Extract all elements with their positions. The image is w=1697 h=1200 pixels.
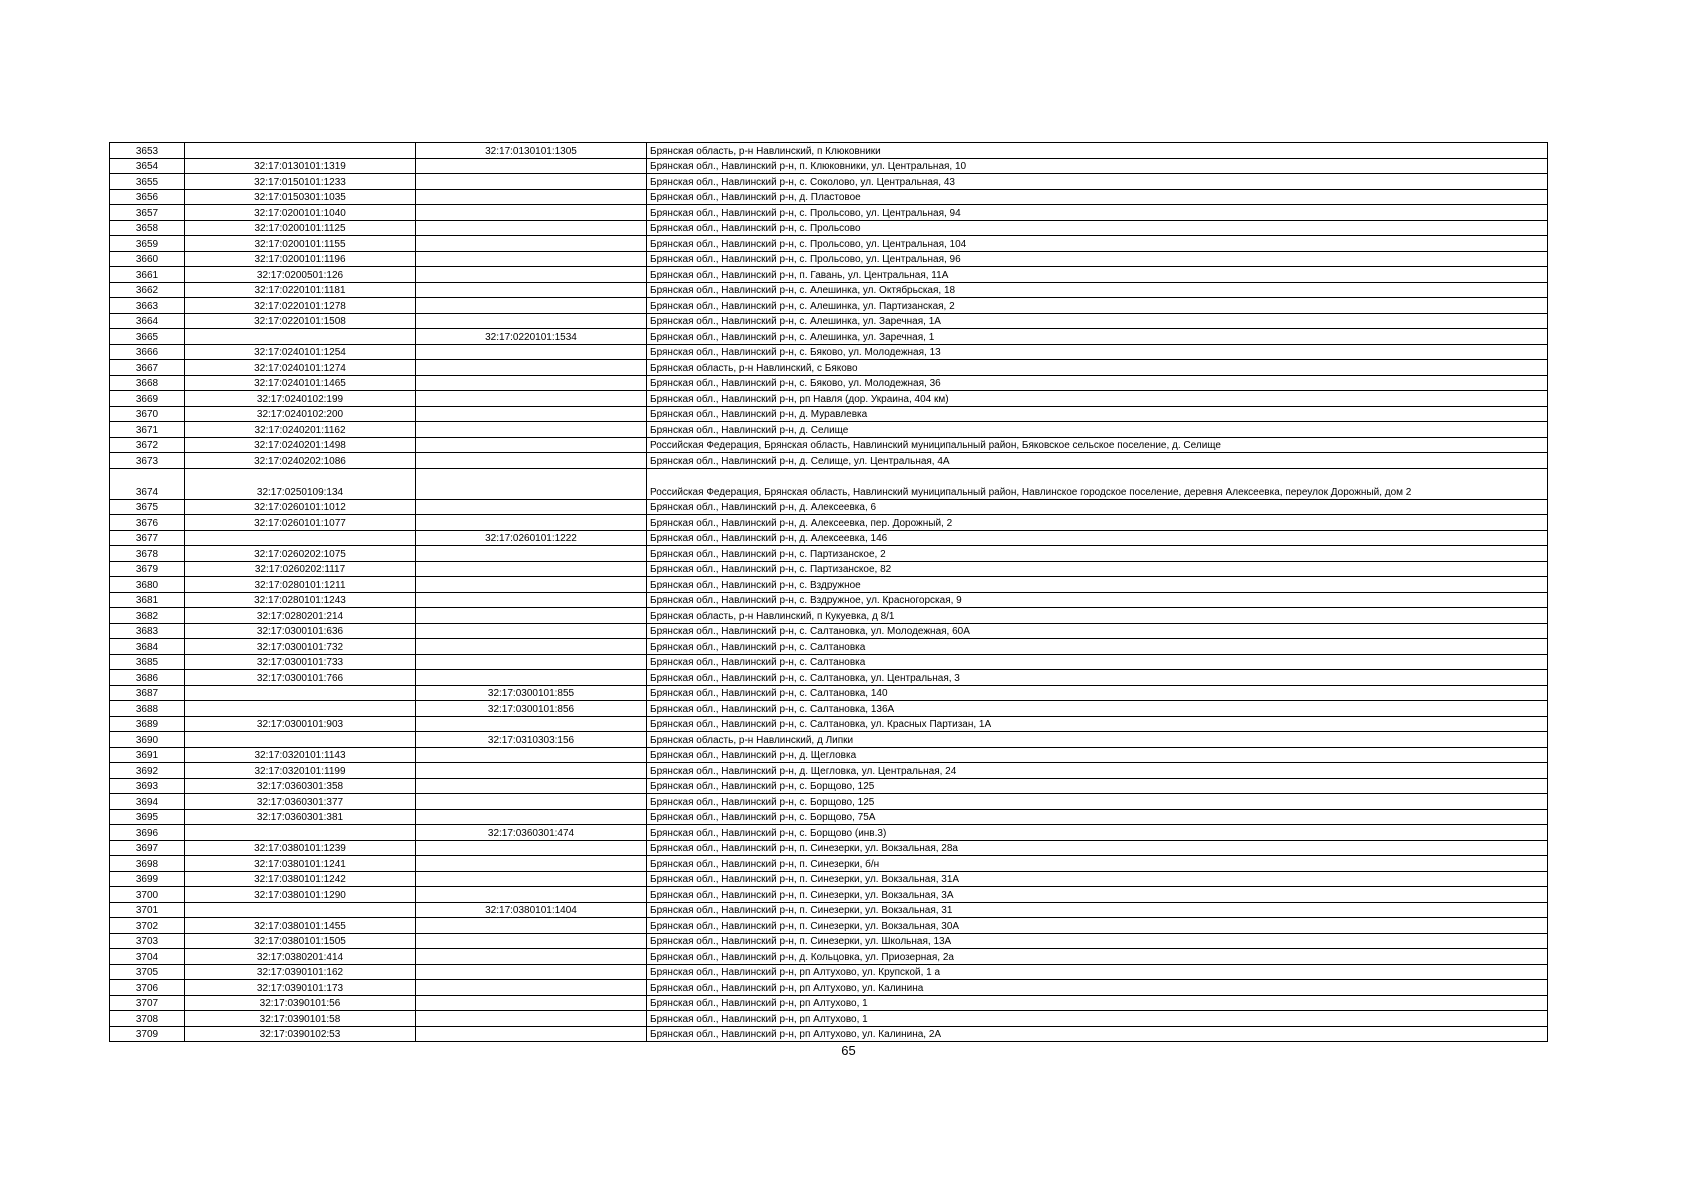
cadastral-number-alt-cell: 32:17:0260101:1222	[416, 530, 647, 546]
table-row	[110, 437, 1548, 453]
cadastral-number-alt-cell	[416, 375, 647, 391]
row-number-cell: 3689	[110, 716, 185, 732]
address-cell: Брянская обл., Навлинский р-н, д. Кольцовка, ул. Приозерная, 2а	[647, 949, 1548, 965]
address-cell: Брянская обл., Навлинский р-н, с. Партизанское, 2	[647, 546, 1548, 562]
row-number-cell: 3707	[110, 995, 185, 1011]
table-row	[110, 143, 1548, 159]
table-row	[110, 189, 1548, 205]
cadastral-number-alt-cell	[416, 406, 647, 422]
table-row	[110, 670, 1548, 686]
table-row	[110, 592, 1548, 608]
cadastral-number-alt-cell	[416, 995, 647, 1011]
cadastral-number-cell: 32:17:0200101:1155	[185, 236, 416, 252]
table-row	[110, 329, 1548, 345]
row-number-cell: 3668	[110, 375, 185, 391]
row-number-cell: 3669	[110, 391, 185, 407]
table-row	[110, 375, 1548, 391]
cadastral-number-cell: 32:17:0200501:126	[185, 267, 416, 283]
cadastral-number-alt-cell: 32:17:0360301:474	[416, 825, 647, 841]
address-cell: Брянская обл., Навлинский р-н, п. Синезерки, ул. Вокзальная, 31А	[647, 871, 1548, 887]
table-row	[110, 360, 1548, 376]
address-cell: Брянская обл., Навлинский р-н, п. Синезерки, ул. Вокзальная, 30А	[647, 918, 1548, 934]
row-number-cell: 3684	[110, 639, 185, 655]
cadastral-number-cell: 32:17:0260202:1075	[185, 546, 416, 562]
cadastral-number-alt-cell	[416, 220, 647, 236]
cadastral-number-alt-cell	[416, 918, 647, 934]
address-cell: Брянская обл., Навлинский р-н, с. Прольсово, ул. Центральная, 94	[647, 205, 1548, 221]
cadastral-number-alt-cell	[416, 236, 647, 252]
row-number-cell: 3706	[110, 980, 185, 996]
row-number-cell: 3671	[110, 422, 185, 438]
row-number-cell: 3675	[110, 499, 185, 515]
row-number-cell: 3677	[110, 530, 185, 546]
cadastral-number-alt-cell: 32:17:0300101:856	[416, 701, 647, 717]
row-number-cell: 3698	[110, 856, 185, 872]
cadastral-number-alt-cell	[416, 887, 647, 903]
row-number-cell: 3680	[110, 577, 185, 593]
table-row	[110, 685, 1548, 701]
cadastral-number-cell	[185, 143, 416, 159]
cadastral-number-alt-cell	[416, 794, 647, 810]
table-row	[110, 716, 1548, 732]
cadastral-number-alt-cell	[416, 499, 647, 515]
address-cell: Брянская обл., Навлинский р-н, д. Селище, ул. Центральная, 4А	[647, 453, 1548, 469]
address-cell: Брянская обл., Навлинский р-н, п. Синезерки, ул. Школьная, 13А	[647, 933, 1548, 949]
row-number-cell: 3660	[110, 251, 185, 267]
row-number-cell: 3667	[110, 360, 185, 376]
cadastral-number-alt-cell	[416, 468, 647, 499]
address-cell: Брянская обл., Навлинский р-н, рп Алтухово, ул. Калинина	[647, 980, 1548, 996]
cadastral-number-cell: 32:17:0150301:1035	[185, 189, 416, 205]
table-row	[110, 902, 1548, 918]
address-cell: Брянская область, р-н Навлинский, с Бяково	[647, 360, 1548, 376]
registry-table	[109, 142, 1548, 1042]
cadastral-number-alt-cell	[416, 964, 647, 980]
address-cell: Брянская обл., Навлинский р-н, с. Прольсово	[647, 220, 1548, 236]
cadastral-number-cell: 32:17:0300101:766	[185, 670, 416, 686]
table-row	[110, 515, 1548, 531]
cadastral-number-alt-cell	[416, 670, 647, 686]
address-cell: Брянская обл., Навлинский р-н, п. Клюковники, ул. Центральная, 10	[647, 158, 1548, 174]
cadastral-number-cell: 32:17:0320101:1199	[185, 763, 416, 779]
cadastral-number-cell: 32:17:0130101:1319	[185, 158, 416, 174]
table-row	[110, 856, 1548, 872]
cadastral-number-cell: 32:17:0360301:377	[185, 794, 416, 810]
table-row	[110, 251, 1548, 267]
row-number-cell: 3672	[110, 437, 185, 453]
address-cell: Российская Федерация, Брянская область, Навлинский муниципальный район, Бяковское сельское поселение, д. Селище	[647, 437, 1548, 453]
table-row	[110, 468, 1548, 499]
cadastral-number-alt-cell	[416, 561, 647, 577]
cadastral-number-cell: 32:17:0220101:1508	[185, 313, 416, 329]
row-number-cell: 3681	[110, 592, 185, 608]
cadastral-number-cell: 32:17:0360301:358	[185, 778, 416, 794]
cadastral-number-cell: 32:17:0240202:1086	[185, 453, 416, 469]
table-row	[110, 344, 1548, 360]
address-cell: Брянская обл., Навлинский р-н, с. Соколово, ул. Центральная, 43	[647, 174, 1548, 190]
address-cell: Брянская обл., Навлинский р-н, с. Вздружное, ул. Красногорская, 9	[647, 592, 1548, 608]
cadastral-number-cell: 32:17:0360301:381	[185, 809, 416, 825]
row-number-cell: 3678	[110, 546, 185, 562]
address-cell: Брянская обл., Навлинский р-н, д. Селище	[647, 422, 1548, 438]
row-number-cell: 3657	[110, 205, 185, 221]
table-row	[110, 809, 1548, 825]
row-number-cell: 3686	[110, 670, 185, 686]
table-row	[110, 933, 1548, 949]
table-row	[110, 887, 1548, 903]
row-number-cell: 3699	[110, 871, 185, 887]
address-cell: Брянская область, р-н Навлинский, п Клюковники	[647, 143, 1548, 159]
table-row	[110, 391, 1548, 407]
cadastral-number-alt-cell	[416, 763, 647, 779]
row-number-cell: 3670	[110, 406, 185, 422]
address-cell: Брянская обл., Навлинский р-н, с. Борщово, 75А	[647, 809, 1548, 825]
table-row	[110, 577, 1548, 593]
cadastral-number-cell: 32:17:0300101:732	[185, 639, 416, 655]
cadastral-number-cell: 32:17:0240102:200	[185, 406, 416, 422]
cadastral-number-alt-cell	[416, 267, 647, 283]
table-row	[110, 422, 1548, 438]
cadastral-number-cell: 32:17:0380101:1241	[185, 856, 416, 872]
cadastral-number-alt-cell	[416, 546, 647, 562]
address-cell: Брянская обл., Навлинский р-н, рп Алтухово, ул. Крупской, 1 а	[647, 964, 1548, 980]
cadastral-number-cell: 32:17:0320101:1143	[185, 747, 416, 763]
address-cell: Брянская обл., Навлинский р-н, с. Вздружное	[647, 577, 1548, 593]
cadastral-number-alt-cell	[416, 856, 647, 872]
cadastral-number-cell: 32:17:0240101:1254	[185, 344, 416, 360]
table-row	[110, 220, 1548, 236]
address-cell: Брянская обл., Навлинский р-н, п. Синезерки, ул. Вокзальная, 28а	[647, 840, 1548, 856]
row-number-cell: 3701	[110, 902, 185, 918]
table-row	[110, 205, 1548, 221]
cadastral-number-cell: 32:17:0200101:1125	[185, 220, 416, 236]
table-body	[110, 143, 1548, 1042]
row-number-cell: 3702	[110, 918, 185, 934]
row-number-cell: 3662	[110, 282, 185, 298]
cadastral-number-alt-cell	[416, 189, 647, 205]
address-cell: Брянская обл., Навлинский р-н, с. Салтановка, ул. Молодежная, 60А	[647, 623, 1548, 639]
cadastral-number-alt-cell	[416, 933, 647, 949]
address-cell: Брянская обл., Навлинский р-н, с. Борщово (инв.3)	[647, 825, 1548, 841]
cadastral-number-cell: 32:17:0380101:1455	[185, 918, 416, 934]
row-number-cell: 3690	[110, 732, 185, 748]
row-number-cell: 3663	[110, 298, 185, 314]
table-row	[110, 871, 1548, 887]
cadastral-number-alt-cell	[416, 809, 647, 825]
cadastral-number-alt-cell	[416, 422, 647, 438]
table-row	[110, 1026, 1548, 1042]
address-cell: Брянская обл., Навлинский р-н, с. Салтановка	[647, 639, 1548, 655]
row-number-cell: 3709	[110, 1026, 185, 1042]
cadastral-number-cell: 32:17:0390102:53	[185, 1026, 416, 1042]
cadastral-number-cell: 32:17:0240201:1498	[185, 437, 416, 453]
cadastral-number-cell: 32:17:0240201:1162	[185, 422, 416, 438]
cadastral-number-cell: 32:17:0240102:199	[185, 391, 416, 407]
cadastral-number-cell: 32:17:0300101:903	[185, 716, 416, 732]
table-row	[110, 732, 1548, 748]
address-cell: Брянская область, р-н Навлинский, п Кукуевка, д 8/1	[647, 608, 1548, 624]
cadastral-number-cell: 32:17:0380101:1239	[185, 840, 416, 856]
cadastral-number-alt-cell: 32:17:0300101:855	[416, 685, 647, 701]
row-number-cell: 3691	[110, 747, 185, 763]
cadastral-number-alt-cell	[416, 840, 647, 856]
cadastral-number-cell	[185, 701, 416, 717]
cadastral-number-alt-cell	[416, 778, 647, 794]
row-number-cell: 3687	[110, 685, 185, 701]
table-row	[110, 546, 1548, 562]
table-row	[110, 313, 1548, 329]
cadastral-number-alt-cell	[416, 639, 647, 655]
table-row	[110, 778, 1548, 794]
table-row	[110, 158, 1548, 174]
address-cell: Брянская обл., Навлинский р-н, п. Синезерки, б/н	[647, 856, 1548, 872]
address-cell: Брянская обл., Навлинский р-н, с. Борщово, 125	[647, 794, 1548, 810]
row-number-cell: 3682	[110, 608, 185, 624]
cadastral-number-alt-cell	[416, 391, 647, 407]
cadastral-number-cell: 32:17:0300101:733	[185, 654, 416, 670]
cadastral-number-alt-cell	[416, 251, 647, 267]
cadastral-number-alt-cell: 32:17:0220101:1534	[416, 329, 647, 345]
cadastral-number-cell: 32:17:0390101:58	[185, 1011, 416, 1027]
row-number-cell: 3664	[110, 313, 185, 329]
table-row	[110, 949, 1548, 965]
address-cell: Брянская обл., Навлинский р-н, с. Партизанское, 82	[647, 561, 1548, 577]
table-row	[110, 918, 1548, 934]
cadastral-number-alt-cell	[416, 871, 647, 887]
row-number-cell: 3676	[110, 515, 185, 531]
row-number-cell: 3708	[110, 1011, 185, 1027]
table-row	[110, 747, 1548, 763]
cadastral-number-cell: 32:17:0260101:1077	[185, 515, 416, 531]
row-number-cell: 3696	[110, 825, 185, 841]
cadastral-number-cell: 32:17:0260202:1117	[185, 561, 416, 577]
row-number-cell: 3694	[110, 794, 185, 810]
table-row	[110, 174, 1548, 190]
cadastral-number-alt-cell	[416, 437, 647, 453]
address-cell: Брянская область, р-н Навлинский, д Липки	[647, 732, 1548, 748]
cadastral-number-cell: 32:17:0380101:1290	[185, 887, 416, 903]
cadastral-number-alt-cell	[416, 298, 647, 314]
table-row	[110, 1011, 1548, 1027]
cadastral-number-alt-cell	[416, 313, 647, 329]
address-cell: Российская Федерация, Брянская область, Навлинский муниципальный район, Навлинское городское поселение, деревня Алексеевка, переулок Дорожный, дом 2	[647, 468, 1548, 499]
table-row	[110, 639, 1548, 655]
cadastral-number-cell	[185, 902, 416, 918]
address-cell: Брянская обл., Навлинский р-н, с. Салтановка, ул. Красных Партизан, 1А	[647, 716, 1548, 732]
table-row	[110, 282, 1548, 298]
row-number-cell: 3692	[110, 763, 185, 779]
cadastral-number-alt-cell	[416, 608, 647, 624]
row-number-cell: 3674	[110, 468, 185, 499]
address-cell: Брянская обл., Навлинский р-н, рп Навля (дор. Украина, 404 км)	[647, 391, 1548, 407]
cadastral-number-cell: 32:17:0390101:162	[185, 964, 416, 980]
address-cell: Брянская обл., Навлинский р-н, с. Алешинка, ул. Партизанская, 2	[647, 298, 1548, 314]
cadastral-number-alt-cell	[416, 980, 647, 996]
cadastral-number-cell: 32:17:0240101:1274	[185, 360, 416, 376]
row-number-cell: 3685	[110, 654, 185, 670]
cadastral-number-cell: 32:17:0280101:1243	[185, 592, 416, 608]
address-cell: Брянская обл., Навлинский р-н, с. Бяково, ул. Молодежная, 13	[647, 344, 1548, 360]
cadastral-number-cell: 32:17:0380201:414	[185, 949, 416, 965]
row-number-cell: 3661	[110, 267, 185, 283]
cadastral-number-alt-cell	[416, 360, 647, 376]
cadastral-number-alt-cell	[416, 1026, 647, 1042]
table-row	[110, 499, 1548, 515]
row-number-cell: 3679	[110, 561, 185, 577]
table-row	[110, 980, 1548, 996]
row-number-cell: 3659	[110, 236, 185, 252]
cadastral-number-alt-cell	[416, 515, 647, 531]
cadastral-number-alt-cell: 32:17:0310303:156	[416, 732, 647, 748]
address-cell: Брянская обл., Навлинский р-н, д. Алексеевка, 6	[647, 499, 1548, 515]
row-number-cell: 3704	[110, 949, 185, 965]
cadastral-number-alt-cell	[416, 1011, 647, 1027]
cadastral-number-alt-cell: 32:17:0380101:1404	[416, 902, 647, 918]
cadastral-number-alt-cell	[416, 949, 647, 965]
table-row	[110, 964, 1548, 980]
table-row	[110, 623, 1548, 639]
address-cell: Брянская обл., Навлинский р-н, с. Борщово, 125	[647, 778, 1548, 794]
cadastral-number-cell: 32:17:0280201:214	[185, 608, 416, 624]
cadastral-number-alt-cell	[416, 623, 647, 639]
table-row	[110, 530, 1548, 546]
row-number-cell: 3654	[110, 158, 185, 174]
row-number-cell: 3655	[110, 174, 185, 190]
table-row	[110, 654, 1548, 670]
address-cell: Брянская обл., Навлинский р-н, с. Алешинка, ул. Заречная, 1А	[647, 313, 1548, 329]
address-cell: Брянская обл., Навлинский р-н, д. Пластовое	[647, 189, 1548, 205]
table-row	[110, 763, 1548, 779]
address-cell: Брянская обл., Навлинский р-н, рп Алтухово, 1	[647, 995, 1548, 1011]
table-row	[110, 840, 1548, 856]
cadastral-number-cell: 32:17:0300101:636	[185, 623, 416, 639]
address-cell: Брянская обл., Навлинский р-н, д. Щегловка, ул. Центральная, 24	[647, 763, 1548, 779]
table-row	[110, 701, 1548, 717]
row-number-cell: 3666	[110, 344, 185, 360]
cadastral-number-cell	[185, 732, 416, 748]
cadastral-number-alt-cell	[416, 174, 647, 190]
row-number-cell: 3705	[110, 964, 185, 980]
row-number-cell: 3653	[110, 143, 185, 159]
address-cell: Брянская обл., Навлинский р-н, с. Алешинка, ул. Октябрьская, 18	[647, 282, 1548, 298]
address-cell: Брянская обл., Навлинский р-н, д. Муравлевка	[647, 406, 1548, 422]
cadastral-number-cell: 32:17:0150101:1233	[185, 174, 416, 190]
cadastral-number-cell	[185, 685, 416, 701]
address-cell: Брянская обл., Навлинский р-н, п. Синезерки, ул. Вокзальная, 31	[647, 902, 1548, 918]
row-number-cell: 3697	[110, 840, 185, 856]
row-number-cell: 3693	[110, 778, 185, 794]
address-cell: Брянская обл., Навлинский р-н, д. Алексеевка, 146	[647, 530, 1548, 546]
table-row	[110, 236, 1548, 252]
address-cell: Брянская обл., Навлинский р-н, с. Бяково, ул. Молодежная, 36	[647, 375, 1548, 391]
cadastral-number-alt-cell	[416, 577, 647, 593]
cadastral-number-cell: 32:17:0260101:1012	[185, 499, 416, 515]
cadastral-number-alt-cell	[416, 716, 647, 732]
address-cell: Брянская обл., Навлинский р-н, д. Щегловка	[647, 747, 1548, 763]
cadastral-number-cell: 32:17:0240101:1465	[185, 375, 416, 391]
cadastral-number-alt-cell	[416, 654, 647, 670]
row-number-cell: 3656	[110, 189, 185, 205]
cadastral-number-alt-cell	[416, 282, 647, 298]
address-cell: Брянская обл., Навлинский р-н, рп Алтухово, 1	[647, 1011, 1548, 1027]
row-number-cell: 3683	[110, 623, 185, 639]
cadastral-number-cell: 32:17:0390101:173	[185, 980, 416, 996]
address-cell: Брянская обл., Навлинский р-н, с. Алешинка, ул. Заречная, 1	[647, 329, 1548, 345]
table-row	[110, 995, 1548, 1011]
cadastral-number-cell: 32:17:0200101:1040	[185, 205, 416, 221]
cadastral-number-alt-cell	[416, 592, 647, 608]
row-number-cell: 3688	[110, 701, 185, 717]
row-number-cell: 3658	[110, 220, 185, 236]
address-cell: Брянская обл., Навлинский р-н, п. Синезерки, ул. Вокзальная, 3А	[647, 887, 1548, 903]
cadastral-number-cell	[185, 329, 416, 345]
row-number-cell: 3695	[110, 809, 185, 825]
address-cell: Брянская обл., Навлинский р-н, с. Салтановка, ул. Центральная, 3	[647, 670, 1548, 686]
address-cell: Брянская обл., Навлинский р-н, д. Алексеевка, пер. Дорожный, 2	[647, 515, 1548, 531]
row-number-cell: 3703	[110, 933, 185, 949]
table-row	[110, 608, 1548, 624]
cadastral-number-cell	[185, 825, 416, 841]
table-row	[110, 561, 1548, 577]
cadastral-number-alt-cell	[416, 747, 647, 763]
cadastral-number-cell: 32:17:0280101:1211	[185, 577, 416, 593]
address-cell: Брянская обл., Навлинский р-н, с. Салтановка, 140	[647, 685, 1548, 701]
address-cell: Брянская обл., Навлинский р-н, с. Прольсово, ул. Центральная, 104	[647, 236, 1548, 252]
address-cell: Брянская обл., Навлинский р-н, с. Прольсово, ул. Центральная, 96	[647, 251, 1548, 267]
row-number-cell: 3665	[110, 329, 185, 345]
address-cell: Брянская обл., Навлинский р-н, п. Гавань, ул. Центральная, 11А	[647, 267, 1548, 283]
table-row	[110, 794, 1548, 810]
cadastral-number-cell: 32:17:0390101:56	[185, 995, 416, 1011]
address-cell: Брянская обл., Навлинский р-н, с. Салтановка, 136А	[647, 701, 1548, 717]
table-row	[110, 406, 1548, 422]
cadastral-number-cell: 32:17:0380101:1505	[185, 933, 416, 949]
table-row	[110, 298, 1548, 314]
cadastral-number-cell: 32:17:0380101:1242	[185, 871, 416, 887]
row-number-cell: 3700	[110, 887, 185, 903]
row-number-cell: 3673	[110, 453, 185, 469]
cadastral-number-alt-cell: 32:17:0130101:1305	[416, 143, 647, 159]
cadastral-number-alt-cell	[416, 205, 647, 221]
table-row	[110, 453, 1548, 469]
cadastral-number-alt-cell	[416, 158, 647, 174]
cadastral-number-cell: 32:17:0220101:1278	[185, 298, 416, 314]
address-cell: Брянская обл., Навлинский р-н, рп Алтухово, ул. Калинина, 2А	[647, 1026, 1548, 1042]
cadastral-number-cell	[185, 530, 416, 546]
table-row	[110, 267, 1548, 283]
cadastral-number-cell: 32:17:0200101:1196	[185, 251, 416, 267]
cadastral-number-alt-cell	[416, 453, 647, 469]
cadastral-number-alt-cell	[416, 344, 647, 360]
address-cell: Брянская обл., Навлинский р-н, с. Салтановка	[647, 654, 1548, 670]
table-row	[110, 825, 1548, 841]
cadastral-number-cell: 32:17:0220101:1181	[185, 282, 416, 298]
page-number: 65	[841, 1043, 856, 1058]
cadastral-number-cell: 32:17:0250109:134	[185, 468, 416, 499]
